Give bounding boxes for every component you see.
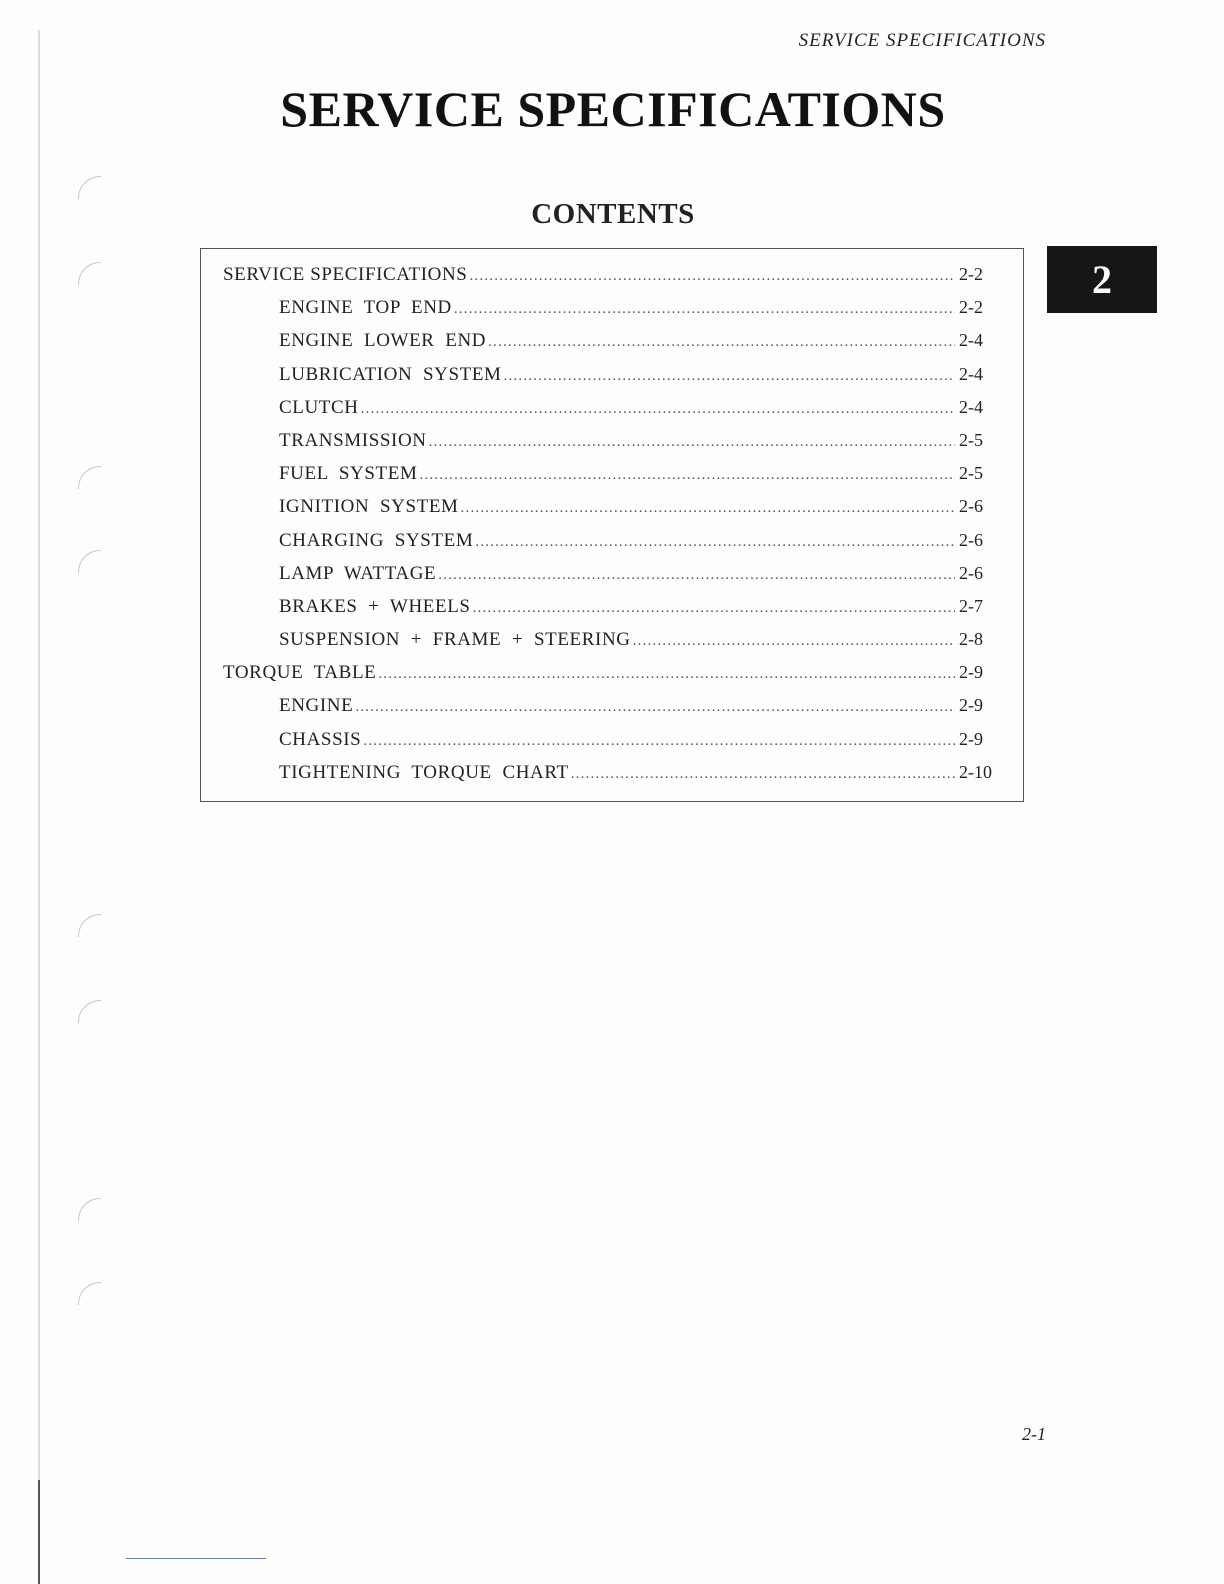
toc-leader-dots xyxy=(504,368,955,385)
toc-entry-label: ENGINE TOP END xyxy=(279,297,452,319)
punch-hole-mark xyxy=(78,262,101,285)
toc-entry-label: FUEL SYSTEM xyxy=(279,463,418,485)
toc-entry[interactable] xyxy=(223,662,1001,695)
toc-leader-dots xyxy=(571,766,955,783)
binding-edge xyxy=(38,30,40,1584)
punch-hole-mark xyxy=(78,1282,101,1305)
toc-leader-dots xyxy=(438,567,955,584)
toc-entry-page: 2-6 xyxy=(959,562,983,583)
toc-entry[interactable] xyxy=(223,330,1001,363)
toc-list xyxy=(223,264,1001,795)
toc-leader-dots xyxy=(419,467,955,484)
toc-entry-label: TRANSMISSION xyxy=(279,429,427,451)
toc-entry-page: 2-6 xyxy=(959,529,983,550)
toc-entry-label: TORQUE TABLE xyxy=(223,662,377,684)
toc-entry-page: 2-4 xyxy=(959,330,983,351)
toc-entry[interactable] xyxy=(223,364,1001,397)
toc-entry-label: CHASSIS xyxy=(279,728,362,750)
toc-entry-page: 2-5 xyxy=(959,463,983,484)
toc-entry[interactable] xyxy=(223,729,1001,762)
toc-leader-dots xyxy=(454,301,955,318)
toc-entry-page: 2-9 xyxy=(959,695,983,716)
toc-entry-label: ENGINE LOWER END xyxy=(279,330,487,352)
toc-entry-page: 2-4 xyxy=(959,363,983,384)
toc-entry[interactable] xyxy=(223,264,1001,297)
toc-entry-label: SERVICE SPECIFICATIONS xyxy=(223,264,468,285)
toc-entry[interactable] xyxy=(223,530,1001,563)
toc-entry-page: 2-5 xyxy=(959,429,983,450)
toc-entry-page: 2-2 xyxy=(959,264,983,284)
toc-leader-dots xyxy=(475,534,955,551)
toc-leader-dots xyxy=(378,666,955,683)
running-header: SERVICE SPECIFICATIONS xyxy=(798,30,1046,51)
toc-entry-page: 2-7 xyxy=(959,595,983,616)
toc-entry-page: 2-6 xyxy=(959,496,983,517)
punch-hole-mark xyxy=(78,176,101,199)
toc-entry[interactable] xyxy=(223,297,1001,330)
page-title: SERVICE SPECIFICATIONS xyxy=(280,81,946,137)
toc-leader-dots xyxy=(633,633,955,650)
toc-entry-label: LAMP WATTAGE xyxy=(279,562,437,584)
toc-entry-label: TIGHTENING TORQUE CHART xyxy=(279,761,569,783)
toc-entry[interactable] xyxy=(223,629,1001,662)
toc-leader-dots xyxy=(488,334,955,351)
toc-entry[interactable] xyxy=(223,596,1001,629)
table-of-contents xyxy=(200,248,1024,802)
toc-entry-label: CLUTCH xyxy=(279,396,359,418)
toc-leader-dots xyxy=(363,733,955,750)
toc-leader-dots xyxy=(361,401,955,418)
toc-entry-page: 2-10 xyxy=(959,761,992,782)
toc-entry[interactable] xyxy=(223,463,1001,496)
footer-rule xyxy=(126,1558,266,1559)
toc-entry[interactable] xyxy=(223,496,1001,529)
contents-heading: CONTENTS xyxy=(531,198,695,230)
toc-entry[interactable] xyxy=(223,563,1001,596)
toc-entry-label: ENGINE xyxy=(279,695,354,717)
toc-entry-page: 2-4 xyxy=(959,396,983,417)
toc-leader-dots xyxy=(461,500,955,517)
toc-entry-label: IGNITION SYSTEM xyxy=(279,496,459,518)
toc-entry-label: CHARGING SYSTEM xyxy=(279,529,474,551)
page-number: 2-1 xyxy=(1022,1424,1046,1444)
toc-leader-dots xyxy=(429,434,955,451)
toc-leader-dots xyxy=(469,268,955,285)
toc-entry-label: SUSPENSION + FRAME + STEERING xyxy=(279,629,631,651)
punch-hole-mark xyxy=(78,914,101,937)
punch-hole-mark xyxy=(78,466,101,489)
toc-entry-page: 2-8 xyxy=(959,629,983,650)
toc-entry-page: 2-9 xyxy=(959,662,983,683)
toc-leader-dots xyxy=(473,600,955,617)
chapter-tab: 2 xyxy=(1047,246,1157,313)
toc-entry-label: LUBRICATION SYSTEM xyxy=(279,363,502,385)
punch-hole-mark xyxy=(78,550,101,573)
toc-entry[interactable] xyxy=(223,695,1001,728)
punch-hole-mark xyxy=(78,1000,101,1023)
toc-entry-page: 2-9 xyxy=(959,728,983,749)
toc-leader-dots xyxy=(355,699,955,716)
punch-hole-mark xyxy=(78,1198,101,1221)
toc-entry-label: BRAKES + WHEELS xyxy=(279,595,471,617)
toc-entry[interactable] xyxy=(223,397,1001,430)
toc-entry[interactable] xyxy=(223,762,1001,795)
toc-entry[interactable] xyxy=(223,430,1001,463)
binding-edge-shadow xyxy=(38,1480,40,1584)
toc-entry-page: 2-2 xyxy=(959,297,983,318)
